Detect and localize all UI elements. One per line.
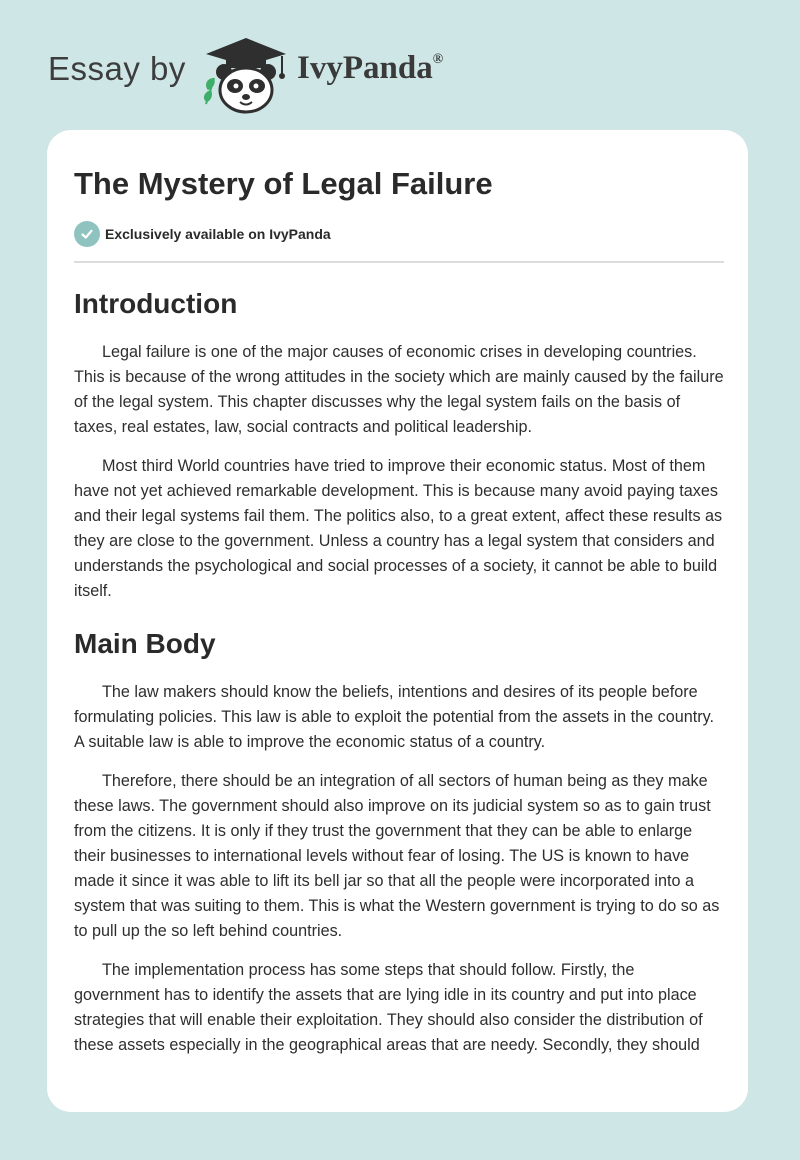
site-header (0, 0, 800, 130)
brand-name[interactable]: IvyPanda® (297, 50, 444, 86)
essay-by-label: Essay by (48, 50, 186, 87)
paragraph: Most third World countries have tried to improve their economic status. Most of them have not yet achieved remarkable development. This is because many avoid paying taxes and their legal systems fail them. The politics also, to a great extent, affect these results as they are close to the government. Unless a country has a legal system that considers and understands the psychological and social processes of a society, it cannot be able to build itself. (74, 457, 723, 600)
paragraph: The implementation process has some steps that should follow. Firstly, the government has to identify the assets that are lying idle in its country and put into place strategies that will enable their exploitation. They should also consider the distribution of these assets especially in the geographical areas that are needy. Secondly, they should (74, 961, 703, 1054)
title-divider (74, 261, 724, 263)
section-heading-main-body: Main Body (74, 628, 216, 659)
exclusive-badge (74, 221, 331, 247)
registered-mark: ® (432, 52, 444, 67)
paragraph: The law makers should know the beliefs, intentions and desires of its people before formulating policies. This law is able to exploit the potential from the assets in the country. A suitable law is able to improve the economic status of a country. (74, 683, 715, 751)
paragraph: Therefore, there should be an integration of all sectors of human being as they make these laws. The government should also improve on its judicial system so as to gain trust from the citizens. It is only if they trust the government that they can be able to enlarge their businesses to international levels without fear of losing. The US is known to have made it since it was able to lift its bell jar so that all the people were incorporated into a system that was suiting to them. This is what the Western government is trying to do so as to pull up the so left behind countries. (74, 772, 720, 940)
section-heading-introduction: Introduction (74, 288, 238, 319)
check-icon (74, 221, 100, 247)
essay-content (74, 278, 724, 1072)
ivypanda-logo-icon[interactable] (198, 34, 294, 114)
essay-card (47, 130, 748, 1112)
paragraph: Legal failure is one of the major causes of economic crises in developing countries. This is because of the wrong attitudes in the society which are mainly caused by the failure of the legal system. This chapter discusses why the legal system fails on the basis of taxes, real estates, law, social contracts and political leadership. (74, 343, 724, 436)
badge-label: Exclusively available on IvyPanda (105, 226, 331, 242)
page-title: The Mystery of Legal Failure (74, 166, 493, 201)
